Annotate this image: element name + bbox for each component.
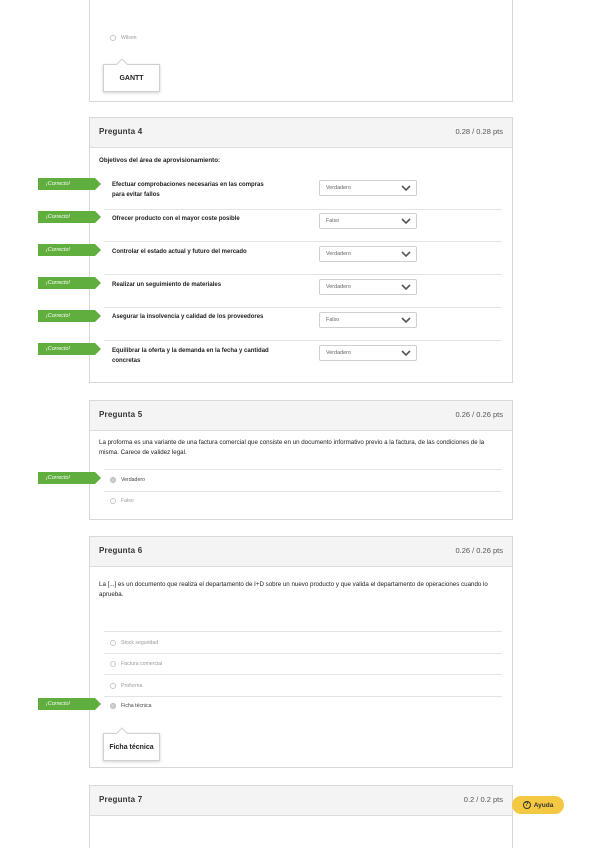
chevron-down-icon (401, 283, 411, 291)
question-prompt: Objetivos del área de aprovisionamiento: (99, 157, 221, 164)
option-verdadero[interactable] (110, 474, 145, 486)
radio-button[interactable] (110, 498, 116, 504)
question-prompt: La [...] es un documento que realiza el departamento de I+D sobre un nuevo producto y que valida el departamento de operaciones cuando lo aprueba. (99, 581, 488, 598)
radio-button[interactable] (110, 35, 116, 41)
correct-tag: ¡Correcto! (38, 277, 95, 289)
correct-tag: ¡Correcto! (38, 178, 95, 190)
chevron-down-icon (401, 250, 411, 258)
option-stock-seguridad[interactable] (110, 637, 158, 649)
question-7-card (89, 785, 513, 848)
correct-tag: ¡Correcto! (38, 244, 95, 256)
select-value: Verdadero (326, 350, 351, 356)
correct-answer-box (103, 733, 160, 761)
option-proforma[interactable] (110, 680, 142, 692)
question-title: Pregunta 6 (99, 546, 143, 555)
match-select[interactable] (319, 246, 417, 262)
option-label: Proforma (121, 683, 143, 689)
question-header (90, 118, 512, 148)
option-label: Stock seguridad (121, 640, 159, 646)
match-select[interactable] (319, 180, 417, 196)
chevron-down-icon (401, 217, 411, 225)
select-value: Falso (326, 317, 340, 323)
correct-answer-box (103, 64, 160, 92)
match-select[interactable] (319, 213, 417, 229)
question-header (90, 401, 512, 431)
radio-button[interactable] (110, 477, 116, 483)
chevron-down-icon (401, 316, 411, 324)
select-value: Verdadero (326, 284, 351, 290)
option-factura-comercial[interactable] (110, 658, 162, 670)
radio-button[interactable] (110, 703, 116, 709)
question-points: 0.2 / 0.2 pts (463, 795, 503, 804)
match-row-label: Equilibrar la oferta y la demanda en la fecha y cantidad concretas (112, 348, 269, 364)
option-label: Ficha técnica (121, 703, 152, 709)
question-6-card (89, 536, 513, 768)
question-5-card (89, 400, 513, 520)
option-label: Wilson (121, 35, 137, 41)
option-label: Falso (121, 498, 134, 504)
radio-button[interactable] (110, 640, 116, 646)
question-3-card (89, 0, 513, 102)
question-points: 0.26 / 0.26 pts (455, 410, 503, 419)
correct-tag: ¡Correcto! (38, 343, 95, 355)
correct-tag: ¡Correcto! (38, 211, 95, 223)
correct-tag: ¡Correcto! (38, 472, 95, 484)
correct-tag: ¡Correcto! (38, 698, 95, 710)
question-points: 0.28 / 0.28 pts (455, 127, 503, 136)
match-row-label: Asegurar la insolvencia y calidad de los proveedores (112, 314, 264, 320)
radio-button[interactable] (110, 683, 116, 689)
match-select[interactable] (319, 279, 417, 295)
radio-button[interactable] (110, 661, 116, 667)
match-select[interactable] (319, 345, 417, 361)
select-value: Verdadero (326, 185, 351, 191)
question-points: 0.26 / 0.26 pts (455, 546, 503, 555)
correct-answer-text: Ficha técnica (109, 743, 154, 751)
question-title: Pregunta 7 (99, 795, 143, 804)
select-value: Verdadero (326, 251, 351, 257)
option-wilson[interactable] (110, 32, 137, 44)
chevron-down-icon (401, 349, 411, 357)
match-select[interactable] (319, 312, 417, 328)
question-circle-icon: ? (523, 801, 531, 809)
question-header (90, 786, 512, 816)
match-row-label: Efectuar comprobaciones necesarias en las compras para evitar fallos (112, 182, 264, 198)
question-header (90, 537, 512, 567)
select-value: Falso (326, 218, 340, 224)
match-row-label: Realizar un seguimiento de materiales (112, 282, 222, 288)
option-label: Verdadero (121, 477, 145, 483)
match-row-label: Controlar el estado actual y futuro del mercado (112, 249, 247, 255)
match-row-label: Ofrecer producto con el mayor coste posible (112, 216, 240, 222)
option-ficha-tecnica[interactable] (110, 700, 152, 712)
question-title: Pregunta 4 (99, 127, 143, 136)
chevron-down-icon (401, 184, 411, 192)
option-falso[interactable] (110, 495, 134, 507)
question-prompt: La proforma es una variante de una factura comercial que consiste en un documento informativo previo a la factura, de las condiciones de la misma. Carece de validez legal. (99, 439, 485, 456)
question-title: Pregunta 5 (99, 410, 143, 419)
correct-answer-text: GANTT (119, 74, 144, 82)
question-4-card (89, 117, 513, 383)
help-label: Ayuda (533, 801, 554, 809)
option-label: Factura comercial (121, 661, 163, 667)
correct-tag: ¡Correcto! (38, 310, 95, 322)
help-button[interactable] (512, 796, 564, 814)
